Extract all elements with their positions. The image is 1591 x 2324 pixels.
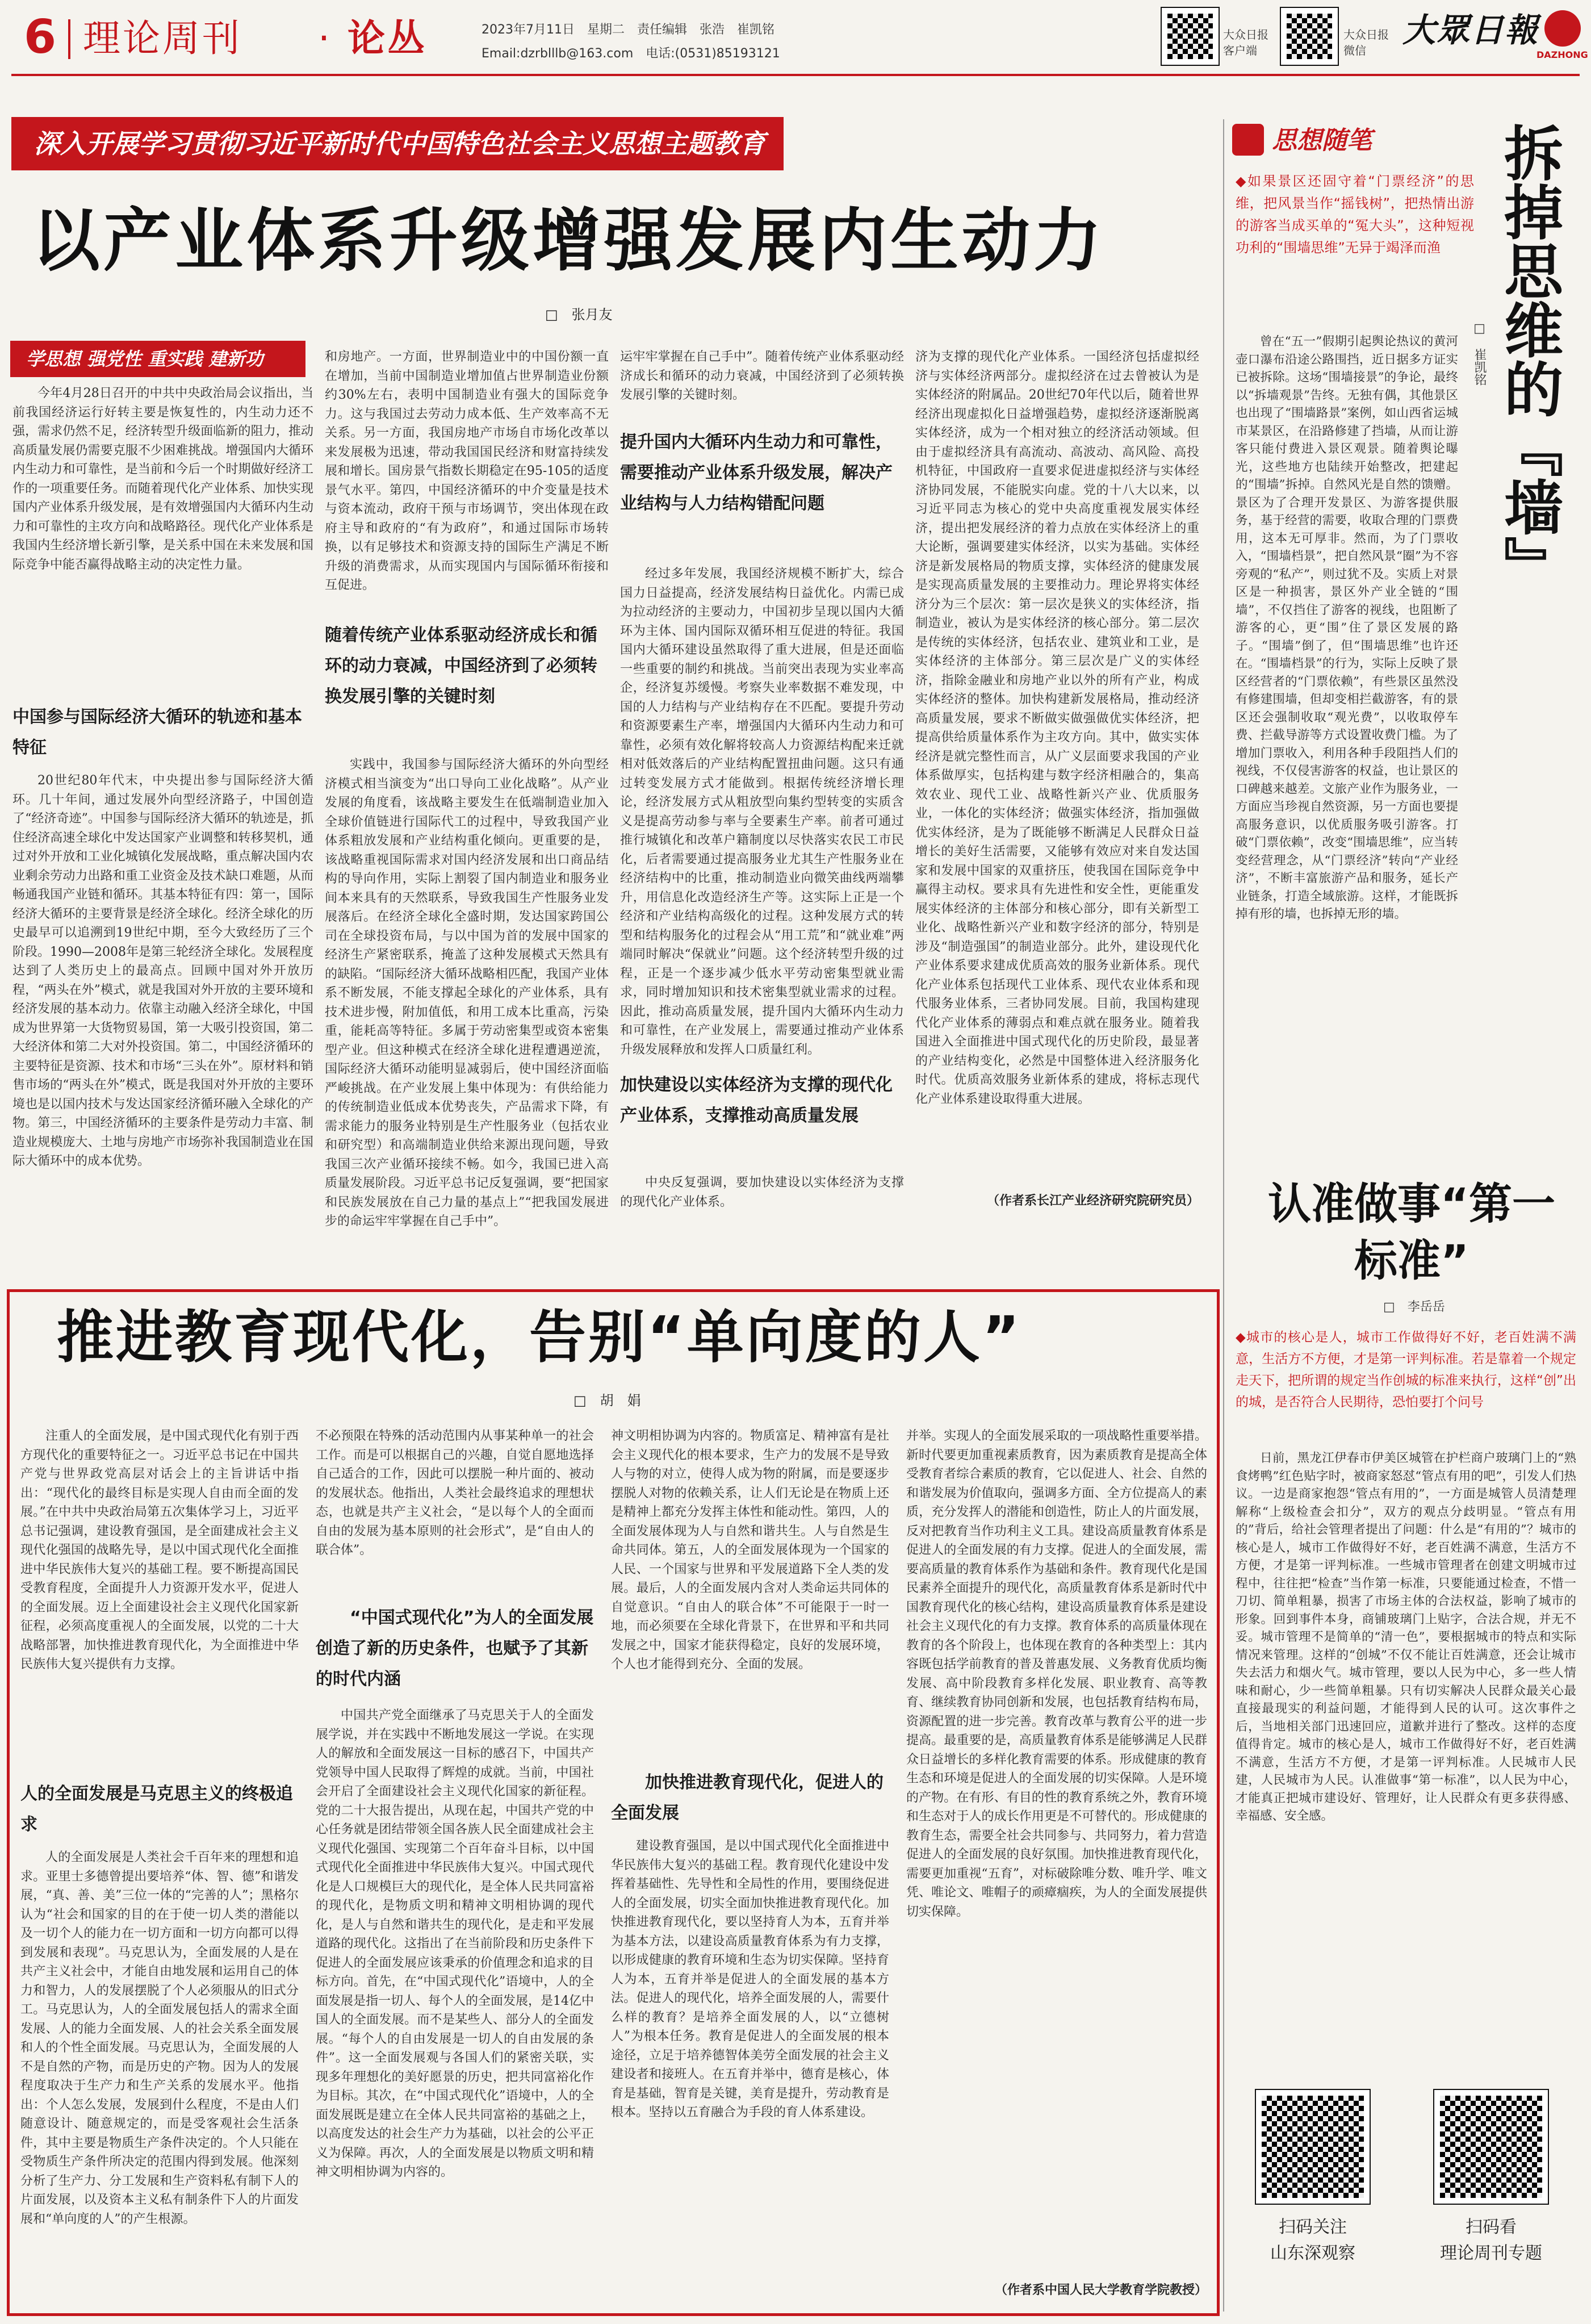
qr2-label-1: 扫码看	[1466, 2217, 1517, 2237]
article2-col3	[611, 1427, 889, 2307]
article2-credit: （作者系中国人民大学教育学院教授）	[994, 2283, 1207, 2297]
sidebar-divider	[1223, 119, 1224, 2312]
masthead	[0, 0, 1591, 74]
sidebar-article1-summary: ◆如果景区还固守着“门票经济”的思维，把风景当作“摇钱树”，把热情出游的游客当成买单的“冤大头”，这种短视功利的“围墙思维”无异于竭泽而渔	[1236, 173, 1474, 256]
qr-client-label-1: 大众日报	[1223, 28, 1268, 41]
article1-col1-subheading: 中国参与国际经济大循环的轨迹和基本特征	[12, 707, 302, 758]
article1-col1	[12, 384, 313, 1217]
sidebar-article2-body: 日前，黑龙江伊春市伊美区城管在护栏商户玻璃门上的“熟食烤鸭”红色贴字时，被商家怒怼“管点有用的吧”，引发人们热议。一边是商家抱怨“管点有用的”，一方面是城管人员清楚理解称“上级检查会扣分”，双方的观点分歧明显。“管点有用的”背后，给社会管理者提出了问题：什么是“有用的”？城市的核心是人，城市工作做得好不好，老百姓满不满意，生活方不方便，才是第一评判标准。一些城市管理者在创建文明城市过程中，往往把“检查”当作第一标准，只要能通过检查，不惜一刀切、简单粗暴，损害了市场主体的合法权益，影响了城市的形象。回到事件本身，商铺玻璃门上贴字，合法合规，并无不妥。城市管理不是简单的“清一色”，要根据城市的特点和实际情况来管理。这样的“创城”不仅不能让百姓满意，还会让城市失去活力和烟火气。城市管理，要以人民为中心，多一些人情味和耐心，少一些简单粗暴。只有切实解决人民群众最关心最直接最现实的利益问题，才能得到人民的认可。这次事件之后，当地相关部门迅速回应，道歉并进行了整改。这样的态度值得肯定。城市的核心是人，城市工作做得好不好，老百姓满不满意，生活方不方便，才是第一评判标准。人民城市人民建，人民城市为人民。认准做事“第一标准”，以人民为中心，才能真正把城市建设好、管理好，让人民群众有更多获得感、幸福感、安全感。	[1236, 1451, 1576, 1823]
masthead-rule	[11, 74, 1580, 76]
contact-info: Email:dzrblllb@163.com 电话:(0531)85193121	[482, 47, 780, 61]
page-number: 6	[24, 10, 57, 64]
issue-date-editors: 2023年7月11日 星期二 责任编辑 张浩 崔凯铭	[482, 23, 774, 37]
article2-col1-text: 注重人的全面发展，是中国式现代化有别于西方现代化的重要特征之一。习近平总书记在中国共产党与世界政党高层对话会上的主旨讲话中指出：“现代化的最终目标是实现人自由而全面的发展。”在中共中央政治局第五次集体学习上，习近平总书记强调，建设教育强国，是全面建成社会主义现代化强国的战略先导，是以中国式现代化全面推进中华民族伟大复兴的基础工程。要不断提高国民受教育程度，全面提升人力资源开发水平，促进人的全面发展。迈上全面建设社会主义现代化国家新征程，必须高度重视人的全面发展，以党的二十大战略部署，加快推进教育现代化，为全面推进中华民族伟大复兴提供有力支撑。	[20, 1429, 299, 1671]
article1-credit: （作者系长江产业经济研究院研究员）	[986, 1194, 1199, 1208]
sidebar-section-tag	[1232, 123, 1414, 158]
qr-code-wechat[interactable]	[1281, 8, 1338, 65]
sidebar-article2-author: □ 李岳岳	[1383, 1300, 1445, 1314]
article1-col2-text: 和房地产。一方面，世界制造业中的中国份额一直在增加，当前中国制造业增加值占世界制造业份额约30%左右，表明中国制造业有强大的国际竞争力。这与我国过去劳动力成本低、生产效率高不无关系。另一方面，我国房地产市场自市场化改革以来发展极为迅速，带动我国国民经济和财富持续发展和增长。国房景气指数长期稳定在95-105的适度景气水平。第四，中国经济循环的中介变量是技术与资本流动，政府干预与市场调节，突出体现在政府主导和政府的“有为政府”，和通过国际市场转换，以有足够技术和资源支持的国际生产满足不断升级的消费需求，从而实现国内与国际循环衔接和互促进。	[325, 350, 609, 592]
logo-emblem-icon	[1544, 10, 1581, 47]
article1-author: □ 张月友	[545, 307, 613, 323]
logo-latin: DAZHONG	[1536, 49, 1588, 60]
article1-col2	[325, 348, 609, 1228]
qr-code-theory-weekly[interactable]	[1434, 2090, 1548, 2204]
article1-tag-text: 学思想 强党性 重实践 建新功	[26, 348, 263, 370]
article1-col2b-text: 实践中，我国参与国际经济大循环的外向型经济模式相当演变为“出口导向工业化战略”。从产业发展的角度看，该战略主要发生在低端制造业加入全球价值链进行国际代工的过程中，导致我国产业体系粗放发展和产业结构重化倾向。更重要的是，该战略重视国际需求对国内经济发展和出口商品结构的导向作用，实际上割裂了国内制造业和服务业间本来具有的天然联系，导致我国生产性服务业发展落后。在经济全球化全盛时期，发达国家跨国公司在全球投资布局，与以中国为首的发展中国家的经济生产紧密联系，掩盖了这种发展模式天然具有的缺陷。“国际经济大循环战略相匹配，我国产业体系不断发展，不能支撑起全球化的产业体系，具有技术进步慢，附加值低，和用工成本比重高，污染重，能耗高等特征。多属于劳动密集型或资本密集型产业。但这种模式在经济全球化进程遭遇逆流，国际经济大循环动能明显减弱后，使中国经济面临严峻挑战。在产业发展上集中体现为：有供给能力的传统制造业低成本优势丧失，产品需求下降，有需求能力的服务业特别是生产性服务业（包括农业和研究型）和高端制造业供给来源出现问题，导致我国三次产业循环接续不畅。如今，我国已进入高质量发展阶段。习近平总书记反复强调，要“把国家和民族发展放在自己力量的基点上”“把我国发展进步的命运牢牢掌握在自己手中”。	[325, 758, 609, 1228]
article2-col2	[316, 1427, 594, 2307]
article2-author: □ 胡 娟	[573, 1393, 641, 1408]
article1-col3-text: 运牢牢掌握在自己手中”。随着传统产业体系驱动经济成长和循环的动力衰减，中国经济到了必须转换发展引擎的关键时刻。	[620, 350, 904, 402]
article2-col2b-text: 中国共产党全面继承了马克思关于人的全面发展学说，并在实践中不断地发展这一学说。在实现人的解放和全面发展这一目标的感召下，中国共产党领导中国人民取得了辉煌的成就。当前，中国社会开启了全面建设社会主义现代化国家的新征程。党的二十大报告提出，从现在起，中国共产党的中心任务就是团结带领全国各族人民全面建成社会主义现代化强国、实现第二个百年奋斗目标，以中国式现代化全面推进中华民族伟大复兴。中国式现代化是人口规模巨大的现代化，是全体人民共同富裕的现代化，是物质文明和精神文明相协调的现代化，是人与自然和谐共生的现代化，是走和平发展道路的现代化。这指出了在当前阶段和历史条件下促进人的全面发展应该秉承的价值理念和追求的目标方向。首先，在“中国式现代化”语境中，人的全面发展是指一切人、每个人的全面发展，是14亿中国人的全面发展。而不是某些人、部分人的全面发展。“每个人的自由发展是一切人的自由发展的条件”。这一全面发展观与各国人们的紧密关联，实现多年理想化的美好愿景的历史，把共同富裕化作为目标。其次，在“中国式现代化”语境中，人的全面发展既是建立在全体人民共同富裕的基础之上，以高度发达的社会生产力为基础，以社会的公平正义为保障。再次，人的全面发展是以物质文明和精神文明相协调为内容的。	[316, 1708, 594, 2179]
subsection-name: 论丛	[347, 16, 427, 60]
article2-col2-text: 不必预限在特殊的活动范围内从事某种单一的社会工作。而是可以根据自己的兴趣，自觉自愿地选择自己适合的工作，因此可以摆脱一种片面的、被动的发展状态。他指出，人类社会最终追求的理想状态，也就是共产主义社会，“是以每个人的全面而自由的发展为基本原则的社会形式”，是“自由人的联合体”。	[316, 1429, 594, 1557]
sidebar-article1-title: 拆掉思维的『墙』	[1494, 123, 1563, 595]
article1-col1b-text: 20世纪80年代末，中央提出参与国际经济大循环。几十年间，通过发展外向型经济路子，中国创造了“经济奇迹”。中国参与国际经济大循环的轨迹是，抓住经济高速全球化中发达国家产业调整和转移契机，通过对外开放和工业化城镇化发展战略，重点解决国内农业剩余劳动力出路和重工业资金及技术缺口难题，从而畅通我国产业链和循环。其基本特征有四：第一，国际经济大循环的主要背景是经济全球化。经济全球化的历史最早可以追溯到19世纪中期，至今大致经历了三个阶段。1990—2008年是第三轮经济全球化。发展程度达到了人类历史上的最高点。回顾中国对外开放历程，“两头在外”模式，就是我国对外开放的主要环境和经济发展的基本动力。依靠主动融入经济全球化，中国成为世界第一大货物贸易国，第一大吸引投资国，第二大经济体和第二大对外投资国。第二，中国经济循环的主要特征是资源、技术和市场“三头在外”。原材料和销售市场的“两头在外”模式，既是我国对外开放的主要环境也是以国内技术与发达国家经济循环融入全球化的产物。第三，中国经济循环的主要条件是劳动力丰富、制造业规模庞大、土地与房地产市场弥补我国制造业在国际大循环中的成本优势。	[12, 774, 313, 1168]
article1-col4	[915, 348, 1199, 1217]
newspaper-logo	[1402, 8, 1588, 67]
article1-col3-subheading-2: 加快建设以实体经济为支撑的现代化产业体系，支撑推动高质量发展	[620, 1075, 893, 1126]
article2-title: 推进教育现代化，告别“单向度的人”	[57, 1304, 1022, 1370]
article2-col3b-text: 建设教育强国，是以中国式现代化全面推进中华民族伟大复兴的基础工程。教育现代化建设中发挥着基础性、先导性和全局性的作用，要围绕促进人的全面发展，切实全面加快推进教育现代化。加快推进教育现代化，要以坚持育人为本，五育并举为基本方法，以建设高质量教育体系为有力支撑，以形成健康的教育环境和生态为切实保障。坚持育人为本，五育并举是促进人的全面发展的基本方法。促进人的现代化，培养全面发展的人，需要什么样的教育？是培养全面发展的人，以“立德树人”为根本任务。教育是促进人的全面发展的根本途径，立足于培养德智体美劳全面发展的社会主义建设者和接班人。在五育并举中，德育是核心，体育是基础，智育是关键，美育是提升，劳动教育是根本。坚持以五育融合为手段的育人体系建设。	[611, 1839, 889, 2120]
article2-col3-subheading: 加快推进教育现代化，促进人的全面发展	[611, 1773, 884, 1823]
article1-col1-text: 今年4月28日召开的中共中央政治局会议指出，当前我国经济运行好转主要是恢复性的，内生动力还不强，需求仍然不足，经济转型升级面临新的阻力，推动高质量发展仍需要克服不少困难挑战。增强国内大循环内生动力和可靠性，是当前和今后一个时期做好经济工作的一项重要任务。而随着现代化产业体系、加快实现国内产业体系升级发展，是有效增强国内大循环内生动力和可靠性的主攻方向和战略路径。现代化产业体系是我国内生经济增长新引擎，是关系中国在未来发展和国际竞争中能否赢得战略主动的决定性力量。	[12, 386, 313, 572]
article1-col4-text: 济为支撑的现代化产业体系。一国经济包括虚拟经济与实体经济两部分。虚拟经济在过去曾被认为是实体经济的附属品。20世纪70年代以后，随着世界经济出现虚拟化日益增强趋势，虚拟经济逐渐脱离实体经济，成为一个相对独立的经济活动领域。但由于虚拟经济具有高流动、高波动、高风险、高投机特征，中国政府一直要求促进虚拟经济与实体经济协同发展，不能脱实向虚。党的十八大以来，以习近平同志为核心的党中央高度重视发展实体经济，提出把发展经济的着力点放在实体经济上的重大论断，强调要建实体经济，以实为基础。实体经济是新发展格局的物质支撑，实体经济的健康发展是实现高质量发展的主要推动力。理论界将实体经济分为三个层次：第一层次是狭义的实体经济，指制造业，被认为是实体经济的核心部分。第二层次是传统的实体经济，包括农业、建筑业和工业，是实体经济的主体部分。第三层次是广义的实体经济，指除金融业和房地产业以外的所有产业，构成实体经济的整体。加快构建新发展格局，推动经济高质量发展，要求不断做实做强做优实体经济，把提高供给质量体系作为主攻方向。其中，做实实体经济是就完整性而言，从广义层面要求我国的产业体系做厚实，包括构建与数字经济相融合的，集高效农业、现代工业、战略性新兴产业、优质服务业，一体化的实体经济；做强实体经济，指加强做优实体经济，是为了既能够不断满足人民群众日益增长的美好生活需要，又能够有效应对来自发达国家和发展中国家的双重挤压，使我国在国际竞争中赢得主动权。要求具有先进性和安全性，更能重发展实体经济的主体部分和核心部分，即有关新型工业化、战略性新兴产业和数字经济的部分，特别是涉及“制造强国”的制造业部分。此外，建设现代化产业体系要求建成优质高效的服务业新体系。现代化产业体系包括现代工业体系、现代农业体系和现代服务业体系，三者协同发展。目前，我国构建现代化产业体系的薄弱点和难点就在服务业。随着我国进入全面推进中国式现代化的历史阶段，最显著的产业结构变化，必然是中国整体进入经济服务化时代。优质高效服务业新体系的建成，将标志现代化产业体系建设取得重大进展。	[915, 350, 1199, 1106]
sidebar-article2-summary: ◆城市的核心是人，城市工作做得好不好，老百姓满不满意，生活方不方便，才是第一评判标准。若是靠着一个规定走天下，把所谓的规定当作创城的标准来执行，这样“创”出的城，是否符合人民期待，恐怕要打个问号	[1236, 1330, 1576, 1410]
article2-col1	[20, 1427, 299, 2307]
article1-tag	[10, 341, 305, 377]
article2-col1-subheading: 人的全面发展是马克思主义的终极追求	[20, 1784, 293, 1834]
qr-wechat-label-2: 微信	[1343, 44, 1366, 57]
article2-col4-text: 并举。实现人的全面发展采取的一项战略性重要举措。新时代要更加重视素质教育，因为素质教育是提高全体受教育者综合素质的教育，它以促进人、社会、自然的和谐发展为价值取向，强调多方面、全方位提高人的素质，充分发挥人的潜能和创造性，防止人的片面发展，反对把教育当作功利主义工具。建设高质量教育体系是促进人的全面发展的有力支撑。促进人的全面发展，需要高质量的教育体系作为基础和条件。教育现代化是国民素养全面提升的现代化，高质量教育体系是新时代中国教育现代化的核心结构，建设高质量教育体系是建设社会主义现代化的有力支撑。教育体系的高质量体现在教育的各个阶段上，也体现在教育的各种类型上：其内容既包括学前教育的普及普惠发展、义务教育优质均衡发展、高中阶段教育多样化发展、职业教育、高等教育、继续教育协同创新和发展，也包括教育结构布局，资源配置的进一步完善。教育改革与教育公平的进一步提高。最重要的是，高质量教育体系是能够满足人民群众日益增长的多样化教育需要的体系。形成健康的教育生态和环境是促进人的全面发展的切实保障。人是环境的产物。在有形、有目的性的教育系统之外，教育环境和生态对于人的成长作用更是不可替代的。形成健康的教育生态，需要全社会共同参与、共同努力，着力营造促进人的全面发展的良好氛围。加快推进教育现代化，需要更加重视“五育”，对标破除唯分数、唯升学、唯文凭、唯论文、唯帽子的顽瘴痼疾，为人的全面发展提供切实保障。	[906, 1429, 1207, 1919]
page-number-divider	[68, 19, 70, 59]
qr-code-client[interactable]	[1162, 8, 1219, 65]
article1-title: 以产业体系升级增强发展内生动力	[32, 202, 1105, 281]
article2-col2-subheading: “中国式现代化”为人的全面发展创造了新的历史条件，也赋予了其新的时代内涵	[316, 1608, 594, 1689]
qr-wechat-label-1: 大众日报	[1343, 28, 1389, 41]
sidebar-article2-title: 认准做事“第一标准”	[1268, 1178, 1555, 1286]
logo-text: 大眾日報	[1402, 11, 1539, 49]
sidebar-article1-author: □ 崔凯铭	[1472, 321, 1487, 386]
article1-col3-subheading: 提升国内大循环内生动力和可靠性，需要推动产业体系升级发展，解决产业结构与人力结构错配问题	[620, 432, 893, 513]
sidebar-tag-text: 思想随笔	[1272, 126, 1372, 155]
article2-col3-text: 神文明相协调为内容的。物质富足、精神富有是社会主义现代化的根本要求，生产力的发展不是导致人与物的对立，使得人成为物的附属，而是要逐步摆脱人对物的依赖关系，让人们无论是在物质上还是精神上都充分发挥主体性和能动性。第四，人的全面发展体现为人与自然和谐共生。人与自然是生命共同体。第五，人的全面发展体现为一个国家的人民、一个国家与世界和平发展道路下全人类的发展。最后，人的全面发展内含对人类命运共同体的自觉意识。“自由人的联合体”不可能限于一时一地，而必须要在全球化背景下，在世界和平和共同发展之中，国家才能获得稳定，良好的发展环境，个人也才能得到充分、全面的发展。	[611, 1429, 889, 1671]
sidebar-tag-icon	[1232, 124, 1264, 156]
article2-col1b-text: 人的全面发展是人类社会千百年来的理想和追求。亚里士多德曾提出要培养“体、智、德”和谐发展，“真、善、美”三位一体的“完善的人”；黑格尔认为“社会和国家的目的在于使一切人类的潜能以及一切个人的能力在一切方面和一切方向都可以得到发展和表现”。马克思认为，全面发展的人是在共产主义社会中，才能自由地发展和运用自己的体力和智力，人的发展摆脱了个人必须服从的旧式分工。马克思认为，人的全面发展包括人的需求全面发展、人的能力全面发展、人的社会关系全面发展和人的个性全面发展。马克思认为，全面发展的人不是自然的产物，而是历史的产物。因为人的发展程度取决于生产力和生产关系的发展水平。他指出：个人怎么发展，发展到什么程度，不是由人们随意设计、随意规定的，而是受客观社会生活条件，其中主要是物质生产条件决定的。个人只能在受物质生产条件所决定的范围内得到发展。他深刻分析了生产力、分工发展和生产资料私有制下人的片面发展，以及资本主义私有制条件下人的片面发展和“单向度的人”的产生根源。	[20, 1850, 299, 2226]
article1-col3b-text: 经过多年发展，我国经济规模不断扩大，综合国力日益提高，经济发展结构日益优化。内需已成为拉动经济的主要动力，中国初步呈现以国内大循环为主体、国内国际双循环相互促进的特征。我国国内大循环建设虽然取得了重大进展，但是还面临一些重要的制约和挑战。当前突出表现为实业率高企，经济复苏缓慢。考察失业率数据不难发现，中国的人力结构与产业结构存在不匹配。要提升劳动和资源要素生产率，增强国内大循环内生动力和可靠性，必须有效化解将较高人力资源结构配来迁就相对低效落后的产业结构配置扭曲问题。这只有通过转变发展方式才能做到。根据传统经济增长理论，经济发展方式从粗放型向集约型转变的实质含义是提高劳动参与率与全要素生产率。前者可通过推行城镇化和改革户籍制度以尽快落实农民工市民化，后者需要通过提高服务业尤其生产性服务业在经济结构中的比重，推动制造业向微笑曲线两端攀升，用信息化改造经济生产等。这实际上正是一个经济和产业结构高级化的过程。这种发展方式的转型和结构服务化的过程会从“用工荒”和“就业难”两端同时解决“保就业”问题。这个经济转型升级的过程，正是一个逐步减少低水平劳动密集型就业需求，同时增加知识和技术密集型就业需求的过程。因此，推动高质量发展，提升国内大循环内生动力和可靠性，在产业发展上，需要通过推动产业体系升级发展释放和发挥人口质量红利。	[620, 567, 904, 1057]
qr1-label-2: 山东深观察	[1270, 2243, 1355, 2263]
qr2-label-2: 理论周刊专题	[1440, 2243, 1542, 2263]
theme-banner	[11, 117, 784, 170]
article1-col3	[620, 348, 904, 1217]
theme-banner-text: 深入开展学习贯彻习近平新时代中国特色社会主义思想主题教育	[34, 128, 765, 159]
section-dot: ·	[318, 16, 330, 60]
qr1-label-1: 扫码关注	[1279, 2217, 1347, 2237]
sidebar-article1-body: 曾在“五一”假期引起舆论热议的黄河壶口瀑布沿途公路围挡，近日据多方证实已被拆除。这场“围墙接景”的争论，最终以“拆墙观景”告终。无独有偶，其他景区也出现了“围墙路景”案例，如山西省运城市某景区，在沿路修建了挡墙，从而让游客只能付费进入景区观景。随着舆论曝光，这些地方也陆续开始整改，把建起的“围墙”拆掉。自然风光是自然的馈赠。景区为了合理开发景区、为游客提供服务，基于经营的需要，收取合理的门票费用，这本无可厚非。然而，为了门票收入，“围墙档景”，把自然风景“圈”为不容旁观的“私产”，则过犹不及。实质上对景区是一种损害，景区外产业全链的“围墙”，不仅挡住了游客的视线，也阻断了游客的心，更“围”住了景区发展的路子。“围墙”倒了，但“围墙思维”也许还在。“围墙档景”的行为，实际上反映了景区经营者的“门票依赖”，有些景区虽然没有修建围墙，但却变相拦截游客，有的景区还会强制收取“观光费”，以收取停车费、拦截导游等方式设置收费门槛。为了增加门票收入，利用各种手段阻挡人们的视线，不仅侵害游客的权益，也让景区的口碑越来越差。文旅产业作为服务业，一方面应当珍视自然资源，另一方面也要提高服务意识，以优质服务吸引游客。打破“门票依赖”，改变“围墙思维”，应当转变经营理念，从“门票经济”转向“产业经济”，不断丰富旅游产品和服务，延长产业链条，打造全域旅游。这样，才能既拆掉有形的墙，也拆掉无形的墙。	[1236, 335, 1458, 921]
article1-col2-subheading: 随着传统产业体系驱动经济成长和循环的动力衰减，中国经济到了必须转换发展引擎的关键时刻	[325, 625, 597, 707]
section-name: 理论周刊	[83, 16, 242, 60]
qr-code-shandong[interactable]	[1256, 2090, 1370, 2204]
qr-client-label-2: 客户端	[1223, 44, 1257, 57]
article1-col3c-text: 中央反复强调，要加快建设以实体经济为支撑的现代化产业体系。	[620, 1176, 904, 1209]
article2-col4	[906, 1427, 1207, 2307]
